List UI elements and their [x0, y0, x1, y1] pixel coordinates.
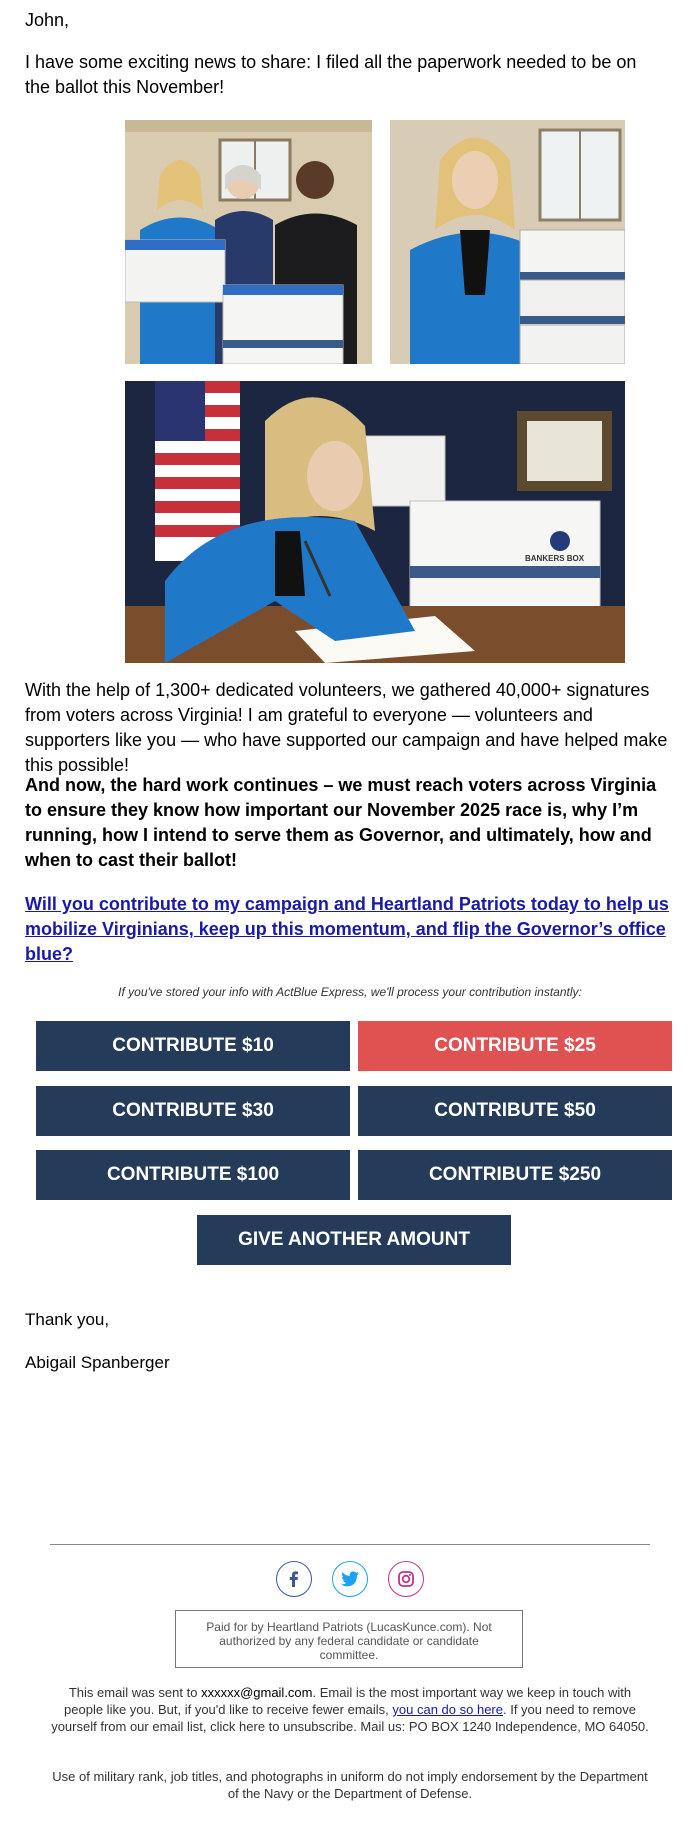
contribute-250-button[interactable]: CONTRIBUTE $250 [358, 1150, 672, 1200]
footer-divider [50, 1544, 650, 1545]
give-another-amount-button[interactable]: GIVE ANOTHER AMOUNT [197, 1215, 511, 1265]
fewer-emails-link[interactable]: you can do so here [392, 1702, 503, 1717]
box-label: BANKERS BOX [525, 554, 585, 563]
thanks-text: Thank you, [25, 1310, 110, 1329]
contribute-50-button[interactable]: CONTRIBUTE $50 [358, 1086, 672, 1136]
facebook-icon[interactable] [276, 1561, 312, 1597]
footer-sent-suffix: . If you need to remove yourself from our email list, click here to unsubscribe. Mail us: PO BOX 1240 Independence, MO 64050. [51, 1702, 649, 1734]
contribute-30-button[interactable]: CONTRIBUTE $30 [36, 1086, 350, 1136]
social-links [0, 1561, 700, 1597]
intro-paragraph: I have some exciting news to share: I filed all the paperwork needed to be on the ballot this November! [25, 52, 637, 97]
recipient-email: xxxxxx@gmail.com [201, 1685, 313, 1700]
actblue-note: If you've stored your info with ActBlue Express, we'll process your contribution instantly: [118, 985, 582, 999]
instagram-icon[interactable] [388, 1561, 424, 1597]
contribute-ask-paragraph [25, 892, 675, 967]
contribute-100-button[interactable]: CONTRIBUTE $100 [36, 1150, 350, 1200]
hard-work-paragraph: And now, the hard work continues – we must reach voters across Virginia to ensure they know how important our November 2025 race is, why I’m running, how I intend to serve them as Governor, and ultimately, how and when to cast their ballot! [25, 775, 657, 870]
twitter-icon[interactable] [332, 1561, 368, 1597]
contribute-ask-link[interactable]: Will you contribute to my campaign and Heartland Patriots today to help us mobilize Virginians, keep up this momentum, and flip the Governor’s office blue? [25, 894, 669, 964]
footer-sent-notice [50, 1684, 650, 1735]
paid-for-disclaimer: Paid for by Heartland Patriots (LucasKunce.com). Not authorized by any federal candidate or candidate committee. [175, 1610, 523, 1668]
volunteers-paragraph: With the help of 1,300+ dedicated volunteers, we gathered 40,000+ signatures from voters across Virginia! I am grateful to everyone — volunteers and supporters like you — who have supported our campaign and have helped make this possible! [25, 680, 668, 775]
footer-sent-prefix: This email was sent to [68, 1685, 202, 1700]
greeting: John, [25, 10, 70, 30]
contribute-10-button[interactable]: CONTRIBUTE $10 [36, 1021, 350, 1071]
photo-candidate-with-boxes [390, 120, 625, 364]
photo-candidate-signing [125, 381, 625, 663]
photo-volunteers-with-boxes [125, 120, 372, 364]
footer-sent-middle: . Email is the most important way we keep in touch with people like you. But, if you'd like to receive fewer emails, [64, 1685, 632, 1717]
contribute-25-button[interactable]: CONTRIBUTE $25 [358, 1021, 672, 1071]
signature: Abigail Spanberger [25, 1353, 170, 1372]
military-disclaimer: Use of military rank, job titles, and photographs in uniform do not imply endorsement by the Department of the Navy or the Department of Defense. [52, 1769, 648, 1801]
